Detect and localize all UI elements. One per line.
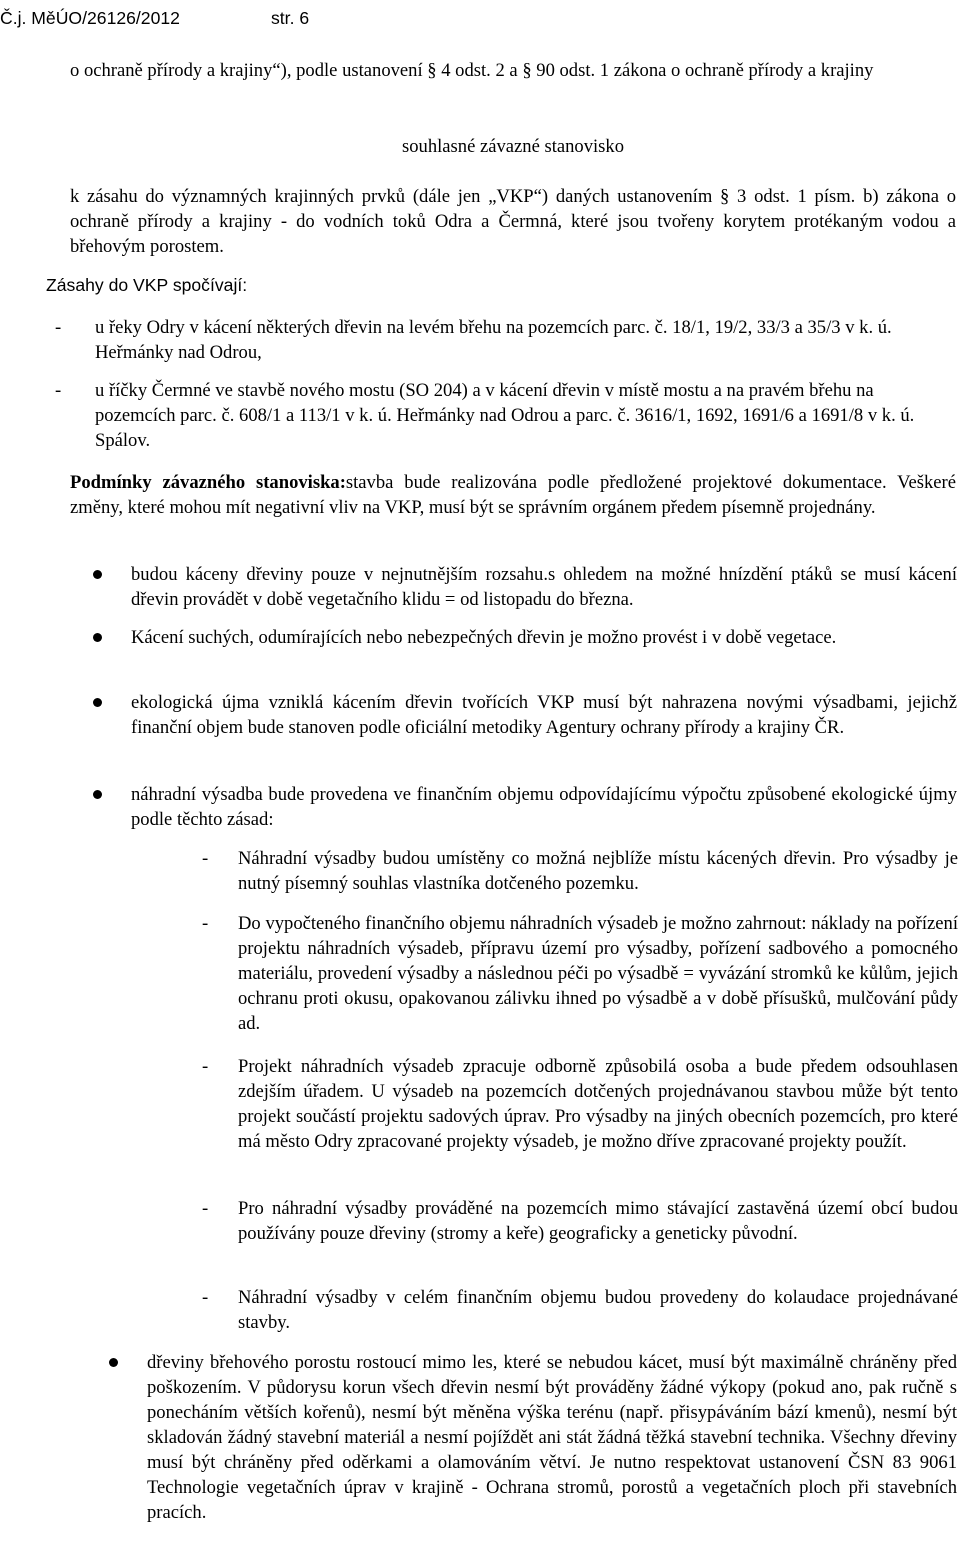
subitem-text-2: Do vypočteného finančního objemu náhradních výsadeb je možno zahrnout: náklady na pořízení projektu náhradních výsadeb, přípravu území pro výsadby, pořízení sadbového a pomocného materiálu, provedení výsadby a následnou péči po výsadbě = vyvázání stromků ke kůlům, jejich ochranu proti okusu, opakovanou zálivku ihned po výsadbě a v době přísušků, mulčování půdy ad. — [238, 913, 958, 1034]
conditions-label: Podmínky závazného stanoviska: — [70, 472, 346, 493]
intervention-text-1: u řeky Odry v kácení některých dřevin na levém břehu na pozemcích parc. č. 18/1, 19/2, 33/3 a 35/3 v k. ú. Heřmánky nad Odrou, — [95, 317, 892, 363]
dash-marker: - — [202, 1056, 209, 1077]
bullet-text-1: budou káceny dřeviny pouze v nejnutnějším rozsahu.s ohledem na možné hnízdění ptáků se musí kácení dřevin provádět v době vegetačního klidu = od listopadu do března. — [131, 564, 957, 610]
bullet-marker — [109, 1358, 118, 1367]
dash-marker: - — [202, 1287, 209, 1308]
bullet-text-4: náhradní výsadba bude provedena ve finančním objemu odpovídajícímu výpočtu způsobené ekologické újmy podle těchto zásad: — [131, 784, 957, 830]
bullet-marker — [93, 570, 102, 579]
intro-paragraph: o ochraně přírody a krajiny“), podle ustanovení § 4 odst. 2 a § 90 odst. 1 zákona o ochraně přírody a krajiny — [70, 60, 874, 81]
bullet-text-5: dřeviny břehového porostu rostoucí mimo les, které se nebudou kácet, musí být maximálně chráněny před poškozením. V půdorysu korun všech dřevin nesmí být prováděny žádné výkopy (pokud ano, pak ručně s ponecháním větších kořenů), nesmí být měněna výška terénu (např. přisypáváním bází kmenů), nesmí být skladován žádný stavební materiál a nesmí pojíždět ani stát žádná těžká stavební technika. Všechny dřeviny musí být chráněny před oděrkami a olamováním větví. Je nutno respektovat ustanovení ČSN 83 9061 Technologie vegetačních úprav v krajině - Ochrana stromů, porostů a vegetačních ploch při stavebních pracích. — [147, 1352, 957, 1523]
subitem-text-3: Projekt náhradních výsadeb zpracuje odborně způsobilá osoba a bude předem odsouhlasen zdejším úřadem. U výsadeb na pozemcích dotčených projednávanou stavbou může být tento projekt součástí projektu sadových úprav. Pro výsadby na jiných obecních pozemcích, pro které má město Odry zpracované projekty výsadeb, je možno dříve zpracované projekty použít. — [238, 1056, 958, 1152]
dash-marker: - — [202, 848, 209, 869]
bullet-text-3: ekologická újma vzniklá kácením dřevin tvořících VKP musí být nahrazena novými výsadbami, jejichž finanční objem bude stanoven podle oficiální metodiky Agentury ochrany přírody a krajiny ČR. — [131, 692, 957, 738]
bullet-marker — [93, 698, 102, 707]
interventions-heading: Zásahy do VKP spočívají: — [46, 275, 248, 295]
bullet-marker — [93, 790, 102, 799]
dash-marker: - — [55, 380, 62, 401]
page-number: str. 6 — [271, 8, 310, 28]
reference-number: Č.j. MěÚO/26126/2012 — [0, 8, 180, 28]
subitem-text-5: Náhradní výsadby v celém finančním objemu budou provedeny do kolaudace projednávané stavby. — [238, 1287, 958, 1333]
subitem-text-1: Náhradní výsadby budou umístěny co možná nejblíže místu kácených dřevin. Pro výsadby je nutný písemný souhlas vlastníka dotčeného pozemku. — [238, 848, 958, 894]
subject-paragraph: k zásahu do významných krajinných prvků (dále jen „VKP“) daných ustanovením § 3 odst. 1 písm. b) zákona o ochraně přírody a krajiny - do vodních toků Odra a Čermná, které jsou tvořeny korytem protékaným vodou a břehovým porostem. — [70, 186, 956, 257]
dash-marker: - — [55, 317, 62, 338]
bullet-marker — [93, 633, 102, 642]
intervention-text-2: u říčky Čermné ve stavbě nového mostu (SO 204) a v kácení dřevin v místě mostu a na pravém břehu na pozemcích parc. č. 608/1 a 113/1 v k. ú. Heřmánky nad Odrou a parc. č. 3616/1, 1692, 1691/6 a 1691/8 v k. ú. Spálov. — [95, 380, 915, 451]
dash-marker: - — [202, 913, 209, 934]
subitem-text-4: Pro náhradní výsadby prováděné na pozemcích mimo stávající zastavěná území obcí budou používány pouze dřeviny (stromy a keře) geograficky a geneticky původní. — [238, 1198, 958, 1244]
dash-marker: - — [202, 1198, 209, 1219]
conditions-paragraph — [70, 470, 956, 520]
document-title: souhlasné závazné stanovisko — [401, 136, 625, 157]
bullet-text-2: Kácení suchých, odumírajících nebo nebezpečných dřevin je možno provést i v době vegetace. — [131, 627, 837, 648]
conditions-text: stavba bude realizována podle předložené projektové dokumentace. Veškeré změny, které mohou mít negativní vliv na VKP, musí být se správním orgánem předem písemně projednány. — [70, 472, 957, 518]
